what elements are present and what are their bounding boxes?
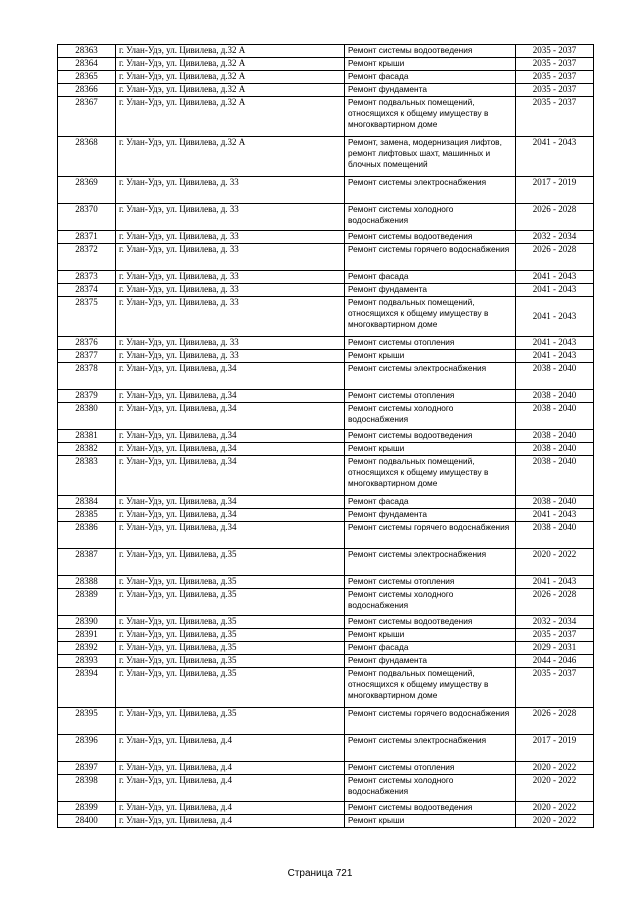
years-cell: 2041 - 2043: [516, 284, 594, 297]
work-type-cell: Ремонт системы электроснабжения: [345, 735, 516, 762]
table-row: [58, 97, 594, 137]
years-cell: 2035 - 2037: [516, 58, 594, 71]
years-cell: 2038 - 2040: [516, 430, 594, 443]
row-id-cell: 28393: [58, 655, 116, 668]
table-row: [58, 509, 594, 522]
row-id-cell: 28373: [58, 271, 116, 284]
years-cell: 2032 - 2034: [516, 616, 594, 629]
address-cell: г. Улан-Удэ, ул. Цивилева, д.35: [116, 708, 345, 735]
address-cell: г. Улан-Удэ, ул. Цивилева, д. 33: [116, 297, 345, 337]
row-id-cell: 28395: [58, 708, 116, 735]
address-cell: г. Улан-Удэ, ул. Цивилева, д. 33: [116, 350, 345, 363]
row-id-cell: 28381: [58, 430, 116, 443]
row-id-cell: 28387: [58, 549, 116, 576]
years-cell: 2035 - 2037: [516, 45, 594, 58]
address-cell: г. Улан-Удэ, ул. Цивилева, д. 33: [116, 231, 345, 244]
row-id-cell: 28374: [58, 284, 116, 297]
row-id-cell: 28396: [58, 735, 116, 762]
address-cell: г. Улан-Удэ, ул. Цивилева, д.34: [116, 443, 345, 456]
table-row: [58, 616, 594, 629]
table-row: [58, 522, 594, 549]
row-id-cell: 28384: [58, 496, 116, 509]
table-row: [58, 708, 594, 735]
years-cell: 2041 - 2043: [516, 350, 594, 363]
table-row: [58, 815, 594, 828]
table-row: [58, 271, 594, 284]
table-row: [58, 204, 594, 231]
address-cell: г. Улан-Удэ, ул. Цивилева, д.35: [116, 668, 345, 708]
address-cell: г. Улан-Удэ, ул. Цивилева, д. 33: [116, 204, 345, 231]
row-id-cell: 28392: [58, 642, 116, 655]
row-id-cell: 28382: [58, 443, 116, 456]
work-type-cell: Ремонт системы горячего водоснабжения: [345, 244, 516, 271]
table-row: [58, 443, 594, 456]
address-cell: г. Улан-Удэ, ул. Цивилева, д.35: [116, 616, 345, 629]
row-id-cell: 28369: [58, 177, 116, 204]
table-row: [58, 430, 594, 443]
address-cell: г. Улан-Удэ, ул. Цивилева, д.34: [116, 456, 345, 496]
work-type-cell: Ремонт системы электроснабжения: [345, 177, 516, 204]
work-type-cell: Ремонт, замена, модернизация лифтов, ремонт лифтовых шахт, машинных и блочных помещений: [345, 137, 516, 177]
table-row: [58, 735, 594, 762]
table-body: [58, 45, 594, 828]
address-cell: г. Улан-Удэ, ул. Цивилева, д.32 А: [116, 71, 345, 84]
years-cell: 2035 - 2037: [516, 97, 594, 137]
years-cell: 2044 - 2046: [516, 655, 594, 668]
work-type-cell: Ремонт системы электроснабжения: [345, 549, 516, 576]
years-cell: 2038 - 2040: [516, 390, 594, 403]
work-type-cell: Ремонт системы горячего водоснабжения: [345, 522, 516, 549]
work-type-cell: Ремонт системы водоотведения: [345, 430, 516, 443]
years-cell: 2017 - 2019: [516, 177, 594, 204]
work-type-cell: Ремонт фундамента: [345, 84, 516, 97]
work-type-cell: Ремонт подвальных помещений, относящихся к общему имуществу в многоквартирном доме: [345, 668, 516, 708]
address-cell: г. Улан-Удэ, ул. Цивилева, д.34: [116, 496, 345, 509]
address-cell: г. Улан-Удэ, ул. Цивилева, д.4: [116, 802, 345, 815]
row-id-cell: 28397: [58, 762, 116, 775]
address-cell: г. Улан-Удэ, ул. Цивилева, д. 33: [116, 177, 345, 204]
work-type-cell: Ремонт крыши: [345, 443, 516, 456]
table-row: [58, 802, 594, 815]
address-cell: г. Улан-Удэ, ул. Цивилева, д.35: [116, 589, 345, 616]
work-type-cell: Ремонт фундамента: [345, 284, 516, 297]
address-cell: г. Улан-Удэ, ул. Цивилева, д.4: [116, 815, 345, 828]
row-id-cell: 28364: [58, 58, 116, 71]
address-cell: г. Улан-Удэ, ул. Цивилева, д.32 А: [116, 137, 345, 177]
row-id-cell: 28366: [58, 84, 116, 97]
row-id-cell: 28391: [58, 629, 116, 642]
address-cell: г. Улан-Удэ, ул. Цивилева, д.34: [116, 403, 345, 430]
years-cell: 2032 - 2034: [516, 231, 594, 244]
years-cell: 2020 - 2022: [516, 802, 594, 815]
years-cell: 2041 - 2043: [516, 137, 594, 177]
table-row: [58, 629, 594, 642]
work-type-cell: Ремонт подвальных помещений, относящихся к общему имуществу в многоквартирном доме: [345, 297, 516, 337]
table-row: [58, 45, 594, 58]
address-cell: г. Улан-Удэ, ул. Цивилева, д.34: [116, 390, 345, 403]
row-id-cell: 28367: [58, 97, 116, 137]
row-id-cell: 28378: [58, 363, 116, 390]
table-row: [58, 390, 594, 403]
work-type-cell: Ремонт крыши: [345, 350, 516, 363]
row-id-cell: 28380: [58, 403, 116, 430]
years-cell: 2038 - 2040: [516, 443, 594, 456]
years-cell: 2026 - 2028: [516, 204, 594, 231]
table-row: [58, 137, 594, 177]
years-cell: 2035 - 2037: [516, 629, 594, 642]
work-type-cell: Ремонт системы отопления: [345, 576, 516, 589]
table-row: [58, 84, 594, 97]
row-id-cell: 28368: [58, 137, 116, 177]
row-id-cell: 28375: [58, 297, 116, 337]
address-cell: г. Улан-Удэ, ул. Цивилева, д.32 А: [116, 84, 345, 97]
table-row: [58, 456, 594, 496]
table-row: [58, 496, 594, 509]
row-id-cell: 28363: [58, 45, 116, 58]
work-type-cell: Ремонт крыши: [345, 629, 516, 642]
address-cell: г. Улан-Удэ, ул. Цивилева, д.4: [116, 762, 345, 775]
table-row: [58, 71, 594, 84]
row-id-cell: 28385: [58, 509, 116, 522]
work-type-cell: Ремонт системы холодного водоснабжения: [345, 403, 516, 430]
table-row: [58, 284, 594, 297]
work-type-cell: Ремонт крыши: [345, 815, 516, 828]
table-row: [58, 775, 594, 802]
work-type-cell: Ремонт системы холодного водоснабжения: [345, 775, 516, 802]
years-cell: 2035 - 2037: [516, 84, 594, 97]
row-id-cell: 28386: [58, 522, 116, 549]
address-cell: г. Улан-Удэ, ул. Цивилева, д.35: [116, 655, 345, 668]
table-row: [58, 363, 594, 390]
years-cell: 2020 - 2022: [516, 549, 594, 576]
table-row: [58, 642, 594, 655]
work-type-cell: Ремонт системы водоотведения: [345, 616, 516, 629]
address-cell: г. Улан-Удэ, ул. Цивилева, д.34: [116, 430, 345, 443]
table-row: [58, 576, 594, 589]
work-type-cell: Ремонт системы отопления: [345, 762, 516, 775]
address-cell: г. Улан-Удэ, ул. Цивилева, д.4: [116, 735, 345, 762]
work-type-cell: Ремонт подвальных помещений, относящихся к общему имуществу в многоквартирном доме: [345, 456, 516, 496]
table-row: [58, 231, 594, 244]
years-cell: 2029 - 2031: [516, 642, 594, 655]
row-id-cell: 28398: [58, 775, 116, 802]
years-cell: 2041 - 2043: [516, 509, 594, 522]
years-cell: 2017 - 2019: [516, 735, 594, 762]
work-type-cell: Ремонт фундамента: [345, 655, 516, 668]
years-cell: 2026 - 2028: [516, 244, 594, 271]
row-id-cell: 28388: [58, 576, 116, 589]
row-id-cell: 28390: [58, 616, 116, 629]
years-cell: 2020 - 2022: [516, 762, 594, 775]
years-cell: 2041 - 2043: [516, 576, 594, 589]
row-id-cell: 28399: [58, 802, 116, 815]
years-cell: 2041 - 2043: [516, 271, 594, 284]
years-cell: 2035 - 2037: [516, 668, 594, 708]
address-cell: г. Улан-Удэ, ул. Цивилева, д.4: [116, 775, 345, 802]
row-id-cell: 28371: [58, 231, 116, 244]
work-type-cell: Ремонт системы горячего водоснабжения: [345, 708, 516, 735]
address-cell: г. Улан-Удэ, ул. Цивилева, д.32 А: [116, 58, 345, 71]
address-cell: г. Улан-Удэ, ул. Цивилева, д.32 А: [116, 97, 345, 137]
table-row: [58, 177, 594, 204]
row-id-cell: 28383: [58, 456, 116, 496]
work-type-cell: Ремонт системы отопления: [345, 337, 516, 350]
capital-repair-table: [57, 44, 594, 828]
work-type-cell: Ремонт системы холодного водоснабжения: [345, 589, 516, 616]
work-type-cell: Ремонт фасада: [345, 271, 516, 284]
table-row: [58, 655, 594, 668]
table-row: [58, 403, 594, 430]
address-cell: г. Улан-Удэ, ул. Цивилева, д.35: [116, 629, 345, 642]
years-cell: 2041 - 2043: [516, 337, 594, 350]
address-cell: г. Улан-Удэ, ул. Цивилева, д.34: [116, 522, 345, 549]
years-cell: 2020 - 2022: [516, 815, 594, 828]
work-type-cell: Ремонт фасада: [345, 642, 516, 655]
work-type-cell: Ремонт крыши: [345, 58, 516, 71]
row-id-cell: 28376: [58, 337, 116, 350]
capital-repair-table-container: [57, 44, 593, 828]
work-type-cell: Ремонт системы электроснабжения: [345, 363, 516, 390]
page-number: Страница 721: [287, 868, 353, 879]
years-cell: 2038 - 2040: [516, 456, 594, 496]
table-row: [58, 762, 594, 775]
address-cell: г. Улан-Удэ, ул. Цивилева, д.35: [116, 549, 345, 576]
years-cell: 2038 - 2040: [516, 363, 594, 390]
work-type-cell: Ремонт системы водоотведения: [345, 231, 516, 244]
table-row: [58, 297, 594, 337]
table-row: [58, 58, 594, 71]
row-id-cell: 28370: [58, 204, 116, 231]
address-cell: г. Улан-Удэ, ул. Цивилева, д. 33: [116, 271, 345, 284]
work-type-cell: Ремонт фасада: [345, 496, 516, 509]
work-type-cell: Ремонт подвальных помещений, относящихся к общему имуществу в многоквартирном доме: [345, 97, 516, 137]
work-type-cell: Ремонт системы водоотведения: [345, 802, 516, 815]
address-cell: г. Улан-Удэ, ул. Цивилева, д.32 А: [116, 45, 345, 58]
table-row: [58, 244, 594, 271]
row-id-cell: 28389: [58, 589, 116, 616]
row-id-cell: 28372: [58, 244, 116, 271]
address-cell: г. Улан-Удэ, ул. Цивилева, д.35: [116, 576, 345, 589]
years-cell: 2041 - 2043: [516, 297, 594, 337]
row-id-cell: 28394: [58, 668, 116, 708]
work-type-cell: Ремонт системы холодного водоснабжения: [345, 204, 516, 231]
row-id-cell: 28379: [58, 390, 116, 403]
years-cell: 2038 - 2040: [516, 496, 594, 509]
years-cell: 2035 - 2037: [516, 71, 594, 84]
row-id-cell: 28377: [58, 350, 116, 363]
work-type-cell: Ремонт фасада: [345, 71, 516, 84]
table-row: [58, 350, 594, 363]
row-id-cell: 28400: [58, 815, 116, 828]
work-type-cell: Ремонт системы отопления: [345, 390, 516, 403]
years-cell: 2026 - 2028: [516, 708, 594, 735]
address-cell: г. Улан-Удэ, ул. Цивилева, д.34: [116, 363, 345, 390]
address-cell: г. Улан-Удэ, ул. Цивилева, д. 33: [116, 244, 345, 271]
years-cell: 2038 - 2040: [516, 403, 594, 430]
address-cell: г. Улан-Удэ, ул. Цивилева, д.35: [116, 642, 345, 655]
address-cell: г. Улан-Удэ, ул. Цивилева, д.34: [116, 509, 345, 522]
address-cell: г. Улан-Удэ, ул. Цивилева, д. 33: [116, 284, 345, 297]
years-cell: 2020 - 2022: [516, 775, 594, 802]
work-type-cell: Ремонт фундамента: [345, 509, 516, 522]
address-cell: г. Улан-Удэ, ул. Цивилева, д. 33: [116, 337, 345, 350]
table-row: [58, 589, 594, 616]
table-row: [58, 549, 594, 576]
table-row: [58, 337, 594, 350]
years-cell: 2026 - 2028: [516, 589, 594, 616]
work-type-cell: Ремонт системы водоотведения: [345, 45, 516, 58]
table-row: [58, 668, 594, 708]
years-cell: 2038 - 2040: [516, 522, 594, 549]
row-id-cell: 28365: [58, 71, 116, 84]
